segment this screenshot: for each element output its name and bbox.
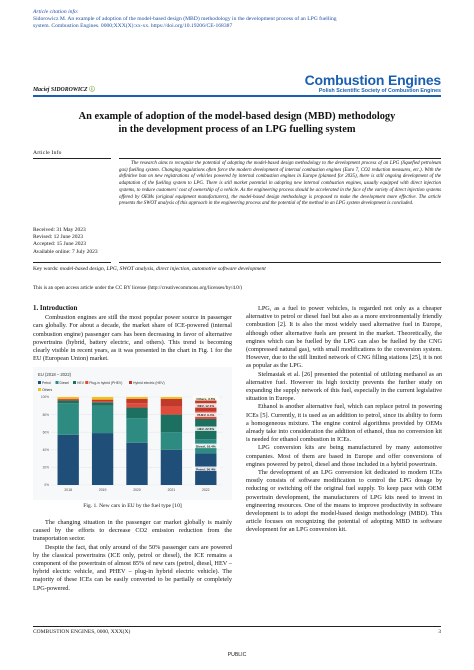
bar-segment (92, 402, 113, 406)
legend-swatch (56, 381, 59, 384)
chart-subtitle: EU (2018 – 2022) (38, 372, 72, 377)
abstract: The research aims to recognize the potential of adopting the model-based design methodology to the development process of an LPG (liquefied petroleum gas) fuelling system. Changing regulations often force the modern development of internal combustion engines (Euro 7, CO2 reduction measures, etc.). With the definitive ban on new registrations of vehicles powered by internal combustion engines in Europe (planned for 2035), there is still ongoing development of the adaptation of the fuelling system to LPG. There is still market potential in adopting new internal combustion engines, usually equipped with direct injection systems, to reduce customers' cost of ownership of a vehicle. As the engineering process should be accelerated in the face of the variety of direct injection systems offered by OEMs (original equipment manufacturers), the model-based design methodology is proposed to make the development more effective. The article presents the SWOT analysis of this approach in the engineering process and the potential of the method in an LPG system development is concluded. (119, 161, 441, 207)
data-label: HEV, 22.6% (197, 427, 215, 432)
bar-segment (58, 403, 79, 435)
bar-segment (161, 397, 182, 399)
y-tick-label: 80% (42, 412, 49, 417)
data-label: Petrol, 36.4% (196, 467, 216, 472)
legend-swatch (38, 388, 41, 391)
bar-segment (58, 401, 79, 404)
legend-label: Others (42, 388, 53, 392)
left-column-bottom (33, 519, 232, 593)
bar-segment (126, 403, 147, 407)
divider (119, 158, 441, 159)
bar-segment (161, 450, 182, 485)
journal-subtitle: Polish Scientific Society of Combustion Engines (318, 88, 441, 94)
paragraph: Ethanol is another alternative fuel, which can replace petrol in powering ICEs [5]. Currently, it is used as an addition to petrol, since its ability to form a homogeneous mixture. The engine control algorithms provided by OEMs already take into consideration the addition of ethanol, thus no conversion kit is needed for ethanol combustion in ICEs. (246, 403, 442, 444)
y-tick-label: 40% (42, 448, 49, 452)
paragraph: The development of an LPG conversion kit dedicated to modern ICEs mostly consists of software modification to control the LPG dosage by reducing or switching off the original fuel supply. To keep pace with OEM powertrain development, the manufacturers of LPG kits need to invest in engineering resources. One of the means to improve productivity in software development is to adopt the model-based design methodology (MBD). This article focuses on recognizing the potential of adopting MBD in software development for an LPG conversion kit. (246, 469, 442, 534)
citation-label: Article citation info: (33, 9, 79, 15)
bar-segment (58, 397, 79, 399)
open-access-note: This is an open access article under the CC BY license (http://creativecommons.org/licenses/by/4.0/) (33, 285, 243, 291)
x-tick-label: 2019 (98, 488, 107, 492)
x-tick-label: 2021 (167, 488, 176, 492)
y-tick-label: 20% (42, 465, 49, 470)
bar-segment (58, 399, 79, 400)
bar-segment (126, 443, 147, 485)
data-label: Others, 3.5% (196, 396, 216, 401)
bar-segment (161, 432, 182, 450)
data-label: Diesel, 16.4% (195, 444, 216, 449)
journal-logo (305, 73, 441, 95)
y-tick-label: 60% (42, 430, 49, 435)
date-revised: Revised: 12 June 2023 (33, 234, 83, 241)
bar-segment (58, 400, 79, 401)
orcid-icon[interactable]: ⓘ (89, 87, 95, 93)
y-tick-label: 100% (40, 395, 49, 400)
bar-segment (92, 401, 113, 402)
legend-swatch (73, 381, 76, 384)
bar-segment (126, 397, 147, 399)
header-rule (33, 95, 441, 97)
paragraph: The changing situation in the passenger car market globally is mainly caused by the efforts to decrease CO2 emission reduction from the transportation sector. (33, 519, 232, 543)
legend-label: Hybrid electric (HEV) (133, 381, 165, 385)
legend-swatch (85, 381, 88, 384)
classification-label: PUBLIC (227, 652, 247, 658)
footer-journal: COMBUSTION ENGINES, 0000, XXX(X) (33, 629, 131, 635)
bar-segment (126, 418, 147, 443)
y-tick-label: 0% (44, 483, 49, 488)
bar-segment (161, 415, 182, 433)
date-online: Available online: 7 July 2023 (33, 248, 98, 255)
bar-segment (92, 433, 113, 485)
article-title (40, 111, 434, 136)
x-tick-label: 2022 (202, 488, 210, 492)
page-number: 3 (438, 629, 441, 635)
x-tick-label: 2020 (133, 488, 141, 492)
keywords-label: Key words: (33, 266, 59, 272)
bar-segment (161, 399, 182, 407)
legend-label: Plug-in hybrid (PHEV) (89, 381, 123, 385)
bar-segment (126, 408, 147, 419)
bar-segment (92, 397, 113, 400)
footer-rule (33, 626, 441, 627)
bar-segment (92, 400, 113, 402)
article-dates (33, 227, 98, 256)
citation-line-1: Sidorowicz M. An example of adoption of the model-based design (MBD) methodology in the development process of an LPG fuelling (33, 16, 337, 23)
author-text: Maciej SIDOROWICZ (33, 87, 88, 93)
divider (33, 262, 111, 263)
title-line-1: An example of adoption of the model-based design (MBD) methodology (78, 111, 396, 122)
bar-segment (58, 435, 79, 485)
journal-name: Combustion Engines (304, 72, 441, 88)
paragraph: Stelmasiak et al. [26] presented the potential of utilizing methanol as an alternative fuel. However its high toxicity prevents the further study on expanding the supply network of this fuel, especially in the current legislative situation in Europe. (246, 370, 442, 403)
data-label: PHEV, 9.4% (197, 413, 215, 418)
right-column (246, 305, 442, 535)
date-accepted: Accepted: 15 June 2023 (33, 241, 86, 248)
divider (33, 158, 111, 159)
keywords (33, 266, 441, 272)
paragraph: LPG conversion kits are being manufactured by many automotive companies. Most of them are based in Europe and offer conversions of engines powered by petrol, diesel and those included in a hybrid powertrain. (246, 444, 442, 468)
left-column-top (33, 305, 232, 363)
paragraph: Combustion engines are still the most popular power source in passenger cars globally. For about a decade, the market share of ICE-powered (internal combustion engine) passenger cars has been decreasing in favor of alternative powertrains (hybrid, battery electric, and others). This trend is becoming clearly visible in recent years, as it was presented in the chart in Fig. 1 for the EU (European Union) market. (33, 314, 232, 363)
title-line-2: in the development process of an LPG fuelling system (118, 123, 356, 135)
paragraph: LPG, as a fuel to power vehicles, is regarded not only as a cheaper alternative to petrol or diesel fuel but also as a more environmentally friendly combustion [2]. It is also the most widely used alternative fuel in Europe, although other alternative fuels are present in the market. Theoretically, the engines which can be fuelled by the LPG can also be fuelled by the CNG (compressed natural gas), with small modifications to the conversion system. However, due to the still limited network of CNG filling stations [25], it is not as popular as the LPG. (246, 305, 442, 370)
citation-line-2[interactable]: system. Combustion Engines. 0000;XXX(X):xx-xx. https://doi.org/10.19206/CE-168387 (33, 23, 233, 30)
legend-label: Petrol (42, 381, 51, 385)
date-received: Received: 31 May 2023 (33, 227, 86, 233)
figure-caption: Fig. 1. New cars in EU by the fuel type [10] (83, 503, 182, 509)
citation-info (33, 9, 443, 31)
legend-swatch (129, 381, 132, 384)
legend-swatch (38, 381, 41, 384)
legend-label: HEV (77, 381, 84, 385)
figure-1 (33, 367, 232, 500)
article-info-label: Article Info (33, 150, 62, 156)
bar-segment (126, 399, 147, 403)
section-title-introduction: 1. Introduction (33, 305, 78, 312)
bar-segment (161, 407, 182, 415)
data-label: BEV, 12.1% (197, 403, 215, 408)
legend-label: Diesel (59, 381, 69, 385)
bar-segment (92, 406, 113, 433)
paragraph: Despite the fact, that only around of the 50% passenger cars are powered by the classical powertrains (ICE only, petrol or diesel), the ICE remains a component of the powertrain of almost 85% of new cars (petrol, diesel, HEV – hybrid electric vehicle, and PHEV – plug-in hybrid electric vehicle). The majority of these ICEs can be easily converted to be partially or completely LPG-powered. (33, 543, 232, 592)
divider (119, 262, 441, 263)
keywords-value: model-based design, LPG, SWOT analysis, direct injection, automotive software development (59, 266, 266, 272)
x-tick-label: 2018 (64, 488, 72, 492)
author-name (33, 84, 95, 93)
stacked-bar-chart (33, 367, 232, 500)
